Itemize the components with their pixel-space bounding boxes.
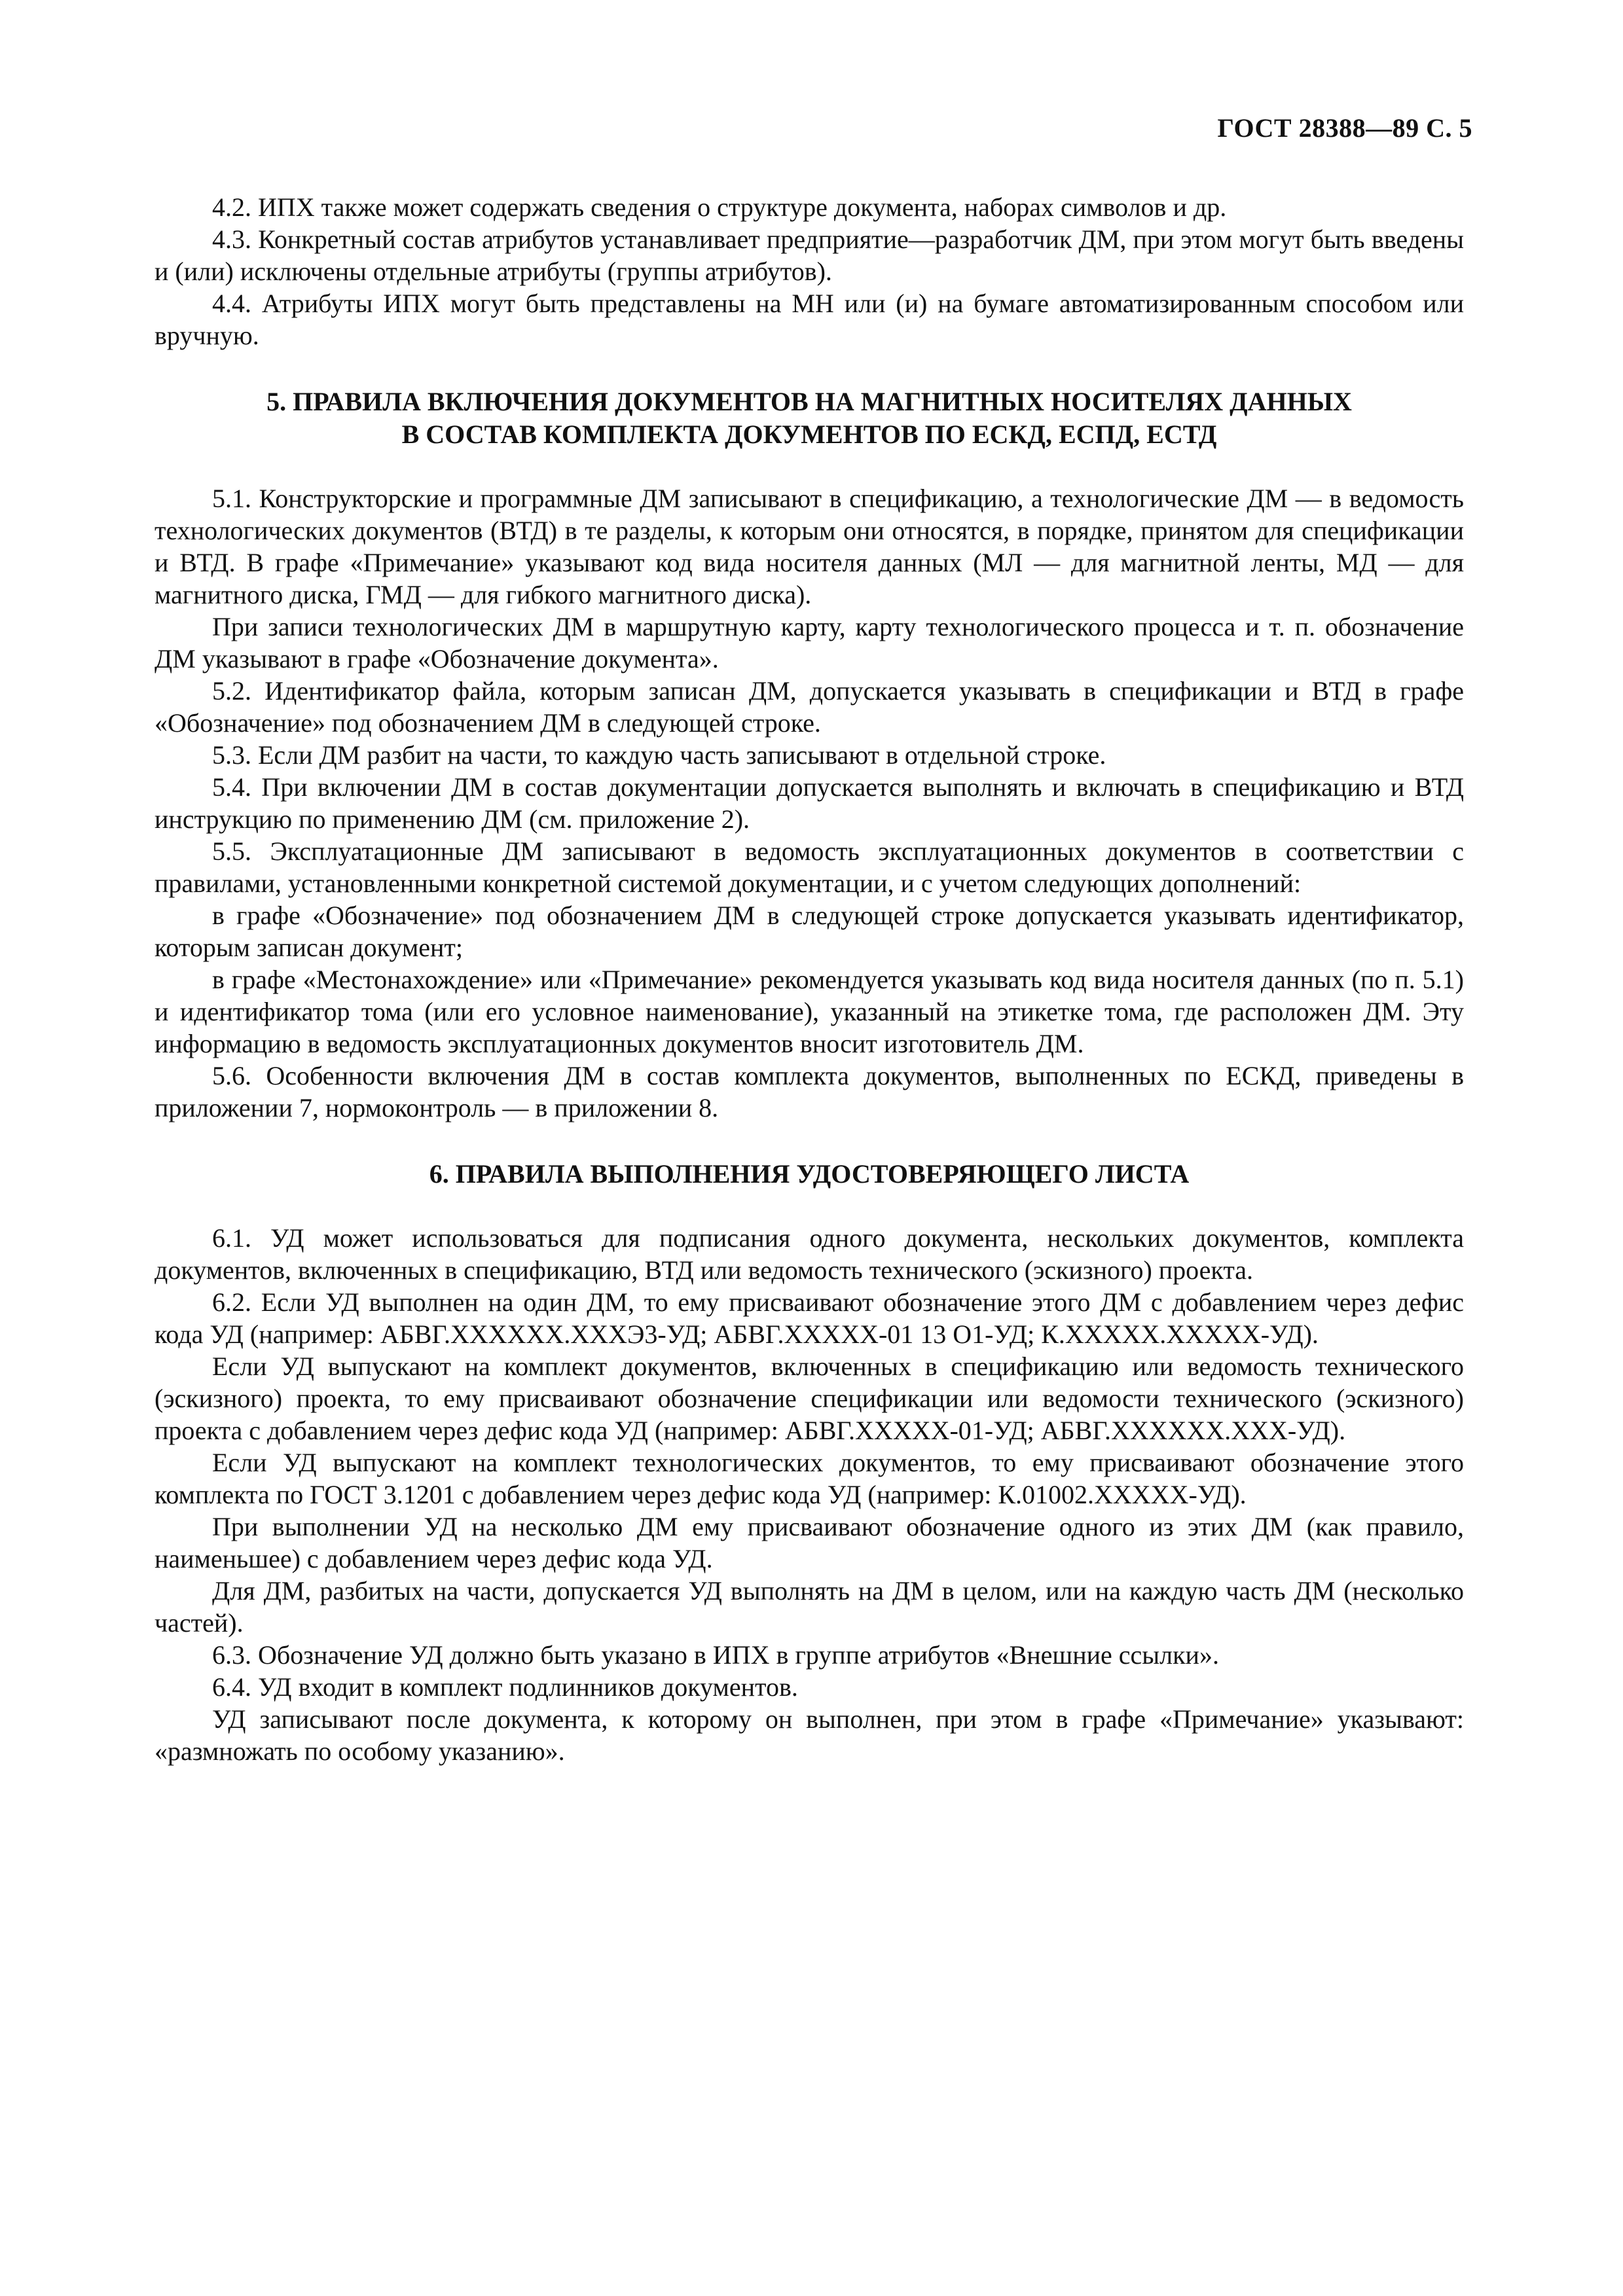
paragraph-5-4: 5.4. При включении ДМ в состав документации допускается выполнять и включать в спецификацию и ВТД инструкцию по применению ДМ (см. приложение 2). [155, 772, 1464, 834]
paragraph-6-2-cont-3: При выполнении УД на несколько ДМ ему присваивают обозначение одного из этих ДМ (как правило, наименьшее) с добавлением через дефис кода УД. [155, 1512, 1464, 1573]
paragraph-5-6: 5.6. Особенности включения ДМ в состав комплекта документов, выполненных по ЕСКД, приведены в приложении 7, нормоконтроль — в приложении 8. [155, 1061, 1464, 1122]
paragraph-5-1: 5.1. Конструкторские и программные ДМ записывают в спецификацию, а технологические ДМ — в ведомость технологических документов (ВТД) в те разделы, к которым они относятся, в порядке, принятом для спецификации и ВТД. В графе «Примечание» указывают код вида носителя данных (МЛ — для магнитной ленты, МД — для магнитного диска, ГМД — для гибкого магнитного диска). [155, 484, 1464, 609]
section-6-title-line: 6. ПРАВИЛА ВЫПОЛНЕНИЯ УДОСТОВЕРЯЮЩЕГО ЛИСТА [429, 1159, 1190, 1189]
paragraph-5-5-item-2: в графе «Местонахождение» или «Примечание» рекомендуется указывать код вида носителя данных (по п. 5.1) и идентификатор тома (или его условное наименование), указанный на этикетке тома, где расположен ДМ. Эту информацию в ведомость эксплуатационных документов вносит изготовитель ДМ. [155, 965, 1464, 1058]
section-5-body [155, 482, 1464, 1124]
paragraph-5-5-item-1: в графе «Обозначение» под обозначением ДМ в следующей строке допускается указывать идентификатор, которым записан документ; [155, 901, 1464, 962]
paragraph-6-1: 6.1. УД может использоваться для подписания одного документа, нескольких документов, комплекта документов, включенных в спецификацию, ВТД или ведомость технического (эскизного) проекта. [155, 1223, 1464, 1285]
section-5-title [155, 386, 1464, 451]
document-body [155, 191, 1464, 1767]
paragraph-5-3: 5.3. Если ДМ разбит на части, то каждую часть записывают в отдельной строке. [212, 740, 1106, 770]
paragraph-6-2-cont-1: Если УД выпускают на комплект документов, включенных в спецификацию или ведомость технического (эскизного) проекта, то ему присваивают обозначение спецификации или ведомости технического (эскизного) проекта с добавлением через дефис кода УД (например: АБВГ.XXXXX-01-УД; АБВГ.XXXXXX.XXX-УД). [155, 1352, 1464, 1445]
section-4-body [155, 191, 1464, 351]
paragraph-6-2-cont-2: Если УД выпускают на комплект технологических документов, то ему присваивают обозначение этого комплекта по ГОСТ 3.1201 с добавлением через дефис кода УД (например: К.01002.XXXXX-УД). [155, 1448, 1464, 1509]
page-header-doc-ref: ГОСТ 28388—89 С. 5 [1217, 113, 1472, 143]
paragraph-6-2: 6.2. Если УД выполнен на один ДМ, то ему присваивают обозначение этого ДМ с добавлением через дефис кода УД (например: АБВГ.XXXXXX.XXXЭ3-УД; АБВГ.XXXXX-01 13 О1-УД; К.XXXXX.XXXXX-УД). [155, 1287, 1464, 1349]
paragraph-4-2: 4.2. ИПХ также может содержать сведения о структуре документа, наборах символов и др. [212, 192, 1227, 222]
paragraph-6-4: 6.4. УД входит в комплект подлинников документов. [212, 1672, 798, 1702]
section-5-title-line-1: 5. ПРАВИЛА ВКЛЮЧЕНИЯ ДОКУМЕНТОВ НА МАГНИТНЫХ НОСИТЕЛЯХ ДАННЫХ [266, 387, 1352, 416]
paragraph-6-2-cont-4: Для ДМ, разбитых на части, допускается УД выполнять на ДМ в целом, или на каждую часть ДМ (несколько частей). [155, 1576, 1464, 1638]
paragraph-5-1-cont: При записи технологических ДМ в маршрутную карту, карту технологического процесса и т. п. обозначение ДМ указывают в графе «Обозначение документа». [155, 612, 1464, 673]
paragraph-6-4-cont: УД записывают после документа, к которому он выполнен, при этом в графе «Примечание» указывают: «размножать по особому указанию». [155, 1704, 1464, 1766]
paragraph-4-3: 4.3. Конкретный состав атрибутов устанавливает предприятие—разработчик ДМ, при этом могут быть введены и (или) исключены отдельные атрибуты (группы атрибутов). [155, 224, 1464, 286]
section-6-body [155, 1222, 1464, 1767]
paragraph-5-2: 5.2. Идентификатор файла, которым записан ДМ, допускается указывать в спецификации и ВТД в графе «Обозначение» под обозначением ДМ в следующей строке. [155, 676, 1464, 738]
section-5-title-line-2: В СОСТАВ КОМПЛЕКТА ДОКУМЕНТОВ ПО ЕСКД, ЕСПД, ЕСТД [401, 420, 1217, 449]
paragraph-6-3: 6.3. Обозначение УД должно быть указано в ИПХ в группе атрибутов «Внешние ссылки». [212, 1640, 1219, 1670]
paragraph-5-5: 5.5. Эксплуатационные ДМ записывают в ведомость эксплуатационных документов в соответствии с правилами, установленными конкретной системой документации, и с учетом следующих дополнений: [155, 836, 1464, 898]
paragraph-4-4: 4.4. Атрибуты ИПХ могут быть представлены на МН или (и) на бумаге автоматизированным способом или вручную. [155, 289, 1464, 350]
section-6-title [155, 1158, 1464, 1191]
